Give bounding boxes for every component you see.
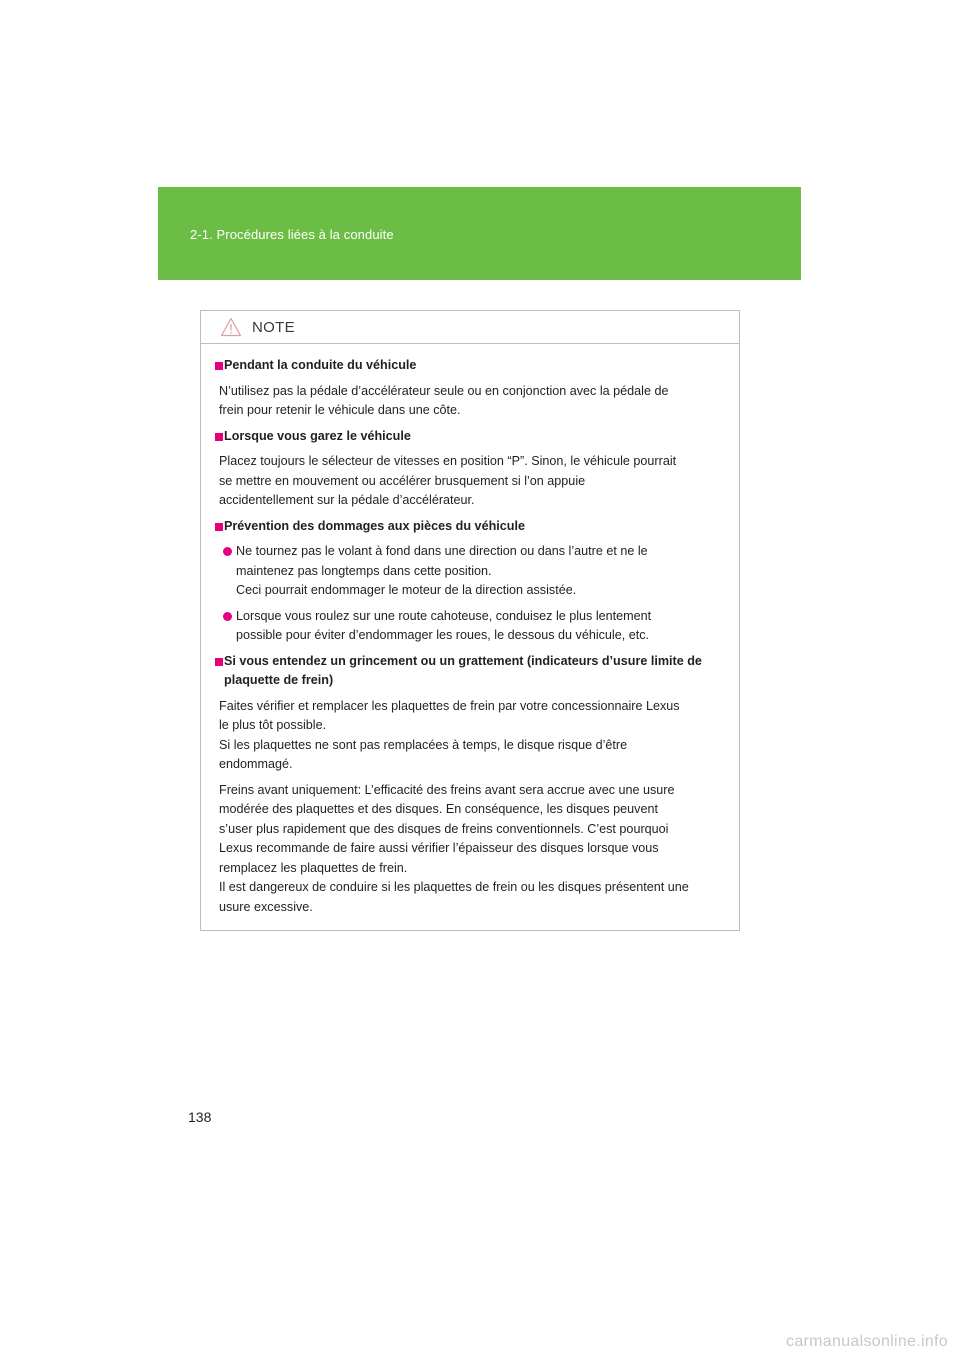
text-line: Si les plaquettes ne sont pas remplacées à temps, le disque risque d’être	[219, 737, 628, 752]
heading-line: Si vous entendez un grincement ou un grattement (indicateurs d’usure limite de	[224, 653, 702, 668]
square-bullet-icon	[215, 433, 223, 441]
text-line: Ceci pourrait endommager le moteur de la direction assistée.	[236, 583, 577, 597]
heading-line: plaquette de frein)	[224, 673, 334, 687]
section-heading-text: Pendant la conduite du véhicule	[224, 358, 417, 372]
text-line: endommagé.	[219, 757, 293, 771]
watermark[interactable]: carmanualsonline.info	[786, 1333, 948, 1350]
round-bullet-icon	[223, 547, 232, 556]
section-heading	[215, 427, 732, 447]
bullet-item	[223, 607, 732, 646]
note-box	[200, 310, 740, 931]
bullet-text	[236, 607, 732, 646]
text-line: modérée des plaquettes et des disques. En conséquence, les disques peuvent	[219, 802, 658, 816]
text-line: Freins avant uniquement: L’efficacité des freins avant sera accrue avec une usure	[219, 782, 675, 797]
paragraph	[219, 452, 732, 511]
section-heading-text	[224, 652, 732, 691]
text-line: remplacez les plaquettes de frein.	[219, 860, 408, 875]
section-title: 2-1. Procédures liées à la conduite	[190, 227, 394, 242]
round-bullet-icon	[223, 612, 232, 621]
text-line: maintenez pas longtemps dans cette position.	[236, 563, 492, 578]
text-line: Il est dangereux de conduire si les plaquettes de frein ou les disques présentent une	[219, 880, 689, 894]
text-line: Placez toujours le sélecteur de vitesses en position “P”. Sinon, le véhicule pourrait	[219, 454, 677, 468]
text-line: Lorsque vous roulez sur une route cahoteuse, conduisez le plus lentement	[236, 608, 652, 623]
warning-triangle-icon	[220, 317, 242, 337]
text-line: possible pour éviter d’endommager les roues, le dessous du véhicule, etc.	[236, 628, 650, 642]
square-bullet-icon	[215, 658, 223, 666]
paragraph	[219, 697, 732, 775]
section-heading-text: Prévention des dommages aux pièces du véhicule	[224, 518, 525, 533]
note-body	[201, 344, 739, 917]
paragraph	[219, 781, 732, 918]
text-line: frein pour retenir le véhicule dans une côte.	[219, 403, 461, 417]
text-line: Lexus recommande de faire aussi vérifier l’épaisseur des disques lorsque vous	[219, 841, 659, 855]
section-heading	[215, 652, 732, 691]
section-heading-text: Lorsque vous garez le véhicule	[224, 428, 411, 443]
text-line: le plus tôt possible.	[219, 718, 327, 732]
page-number: 138	[188, 1109, 212, 1125]
bullet-text	[236, 542, 732, 601]
paragraph	[219, 382, 732, 421]
text-line: s’user plus rapidement que des disques de freins conventionnels. C’est pourquoi	[219, 821, 669, 836]
header-band	[158, 187, 801, 280]
text-line: Ne tournez pas le volant à fond dans une direction ou dans l’autre et ne le	[236, 544, 648, 558]
text-line: Faites vérifier et remplacer les plaquettes de frein par votre concessionnaire Lexus	[219, 698, 680, 713]
square-bullet-icon	[215, 523, 223, 531]
section-heading	[215, 517, 732, 537]
square-bullet-icon	[215, 362, 223, 370]
text-line: usure excessive.	[219, 899, 313, 914]
text-line: N’utilisez pas la pédale d’accélérateur seule ou en conjonction avec la pédale de	[219, 383, 669, 398]
note-label: NOTE	[252, 318, 295, 336]
text-line: accidentellement sur la pédale d’accélérateur.	[219, 493, 475, 507]
bullet-item	[223, 542, 732, 601]
section-heading	[215, 356, 732, 376]
text-line: se mettre en mouvement ou accélérer brusquement si l’on appuie	[219, 473, 586, 488]
note-header	[201, 311, 739, 344]
